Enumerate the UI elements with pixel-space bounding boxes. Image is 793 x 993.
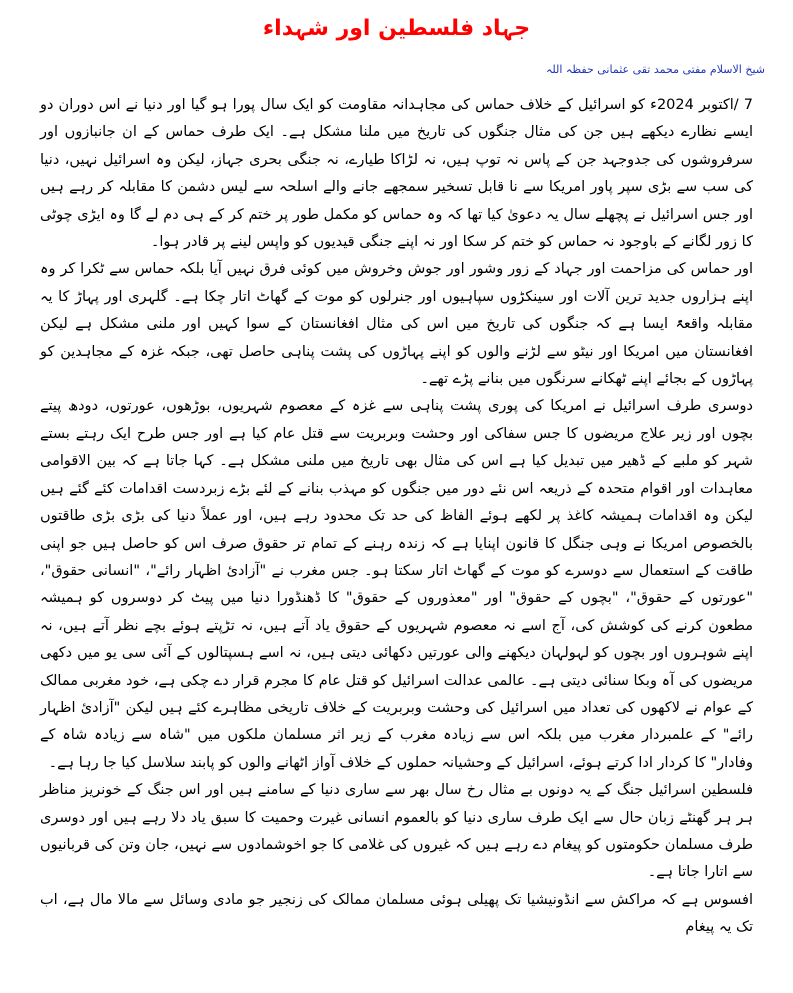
article-body	[40, 92, 753, 942]
paragraph: فلسطین اسرائیل جنگ کے یہ دونوں بے مثال رخ سال بھر سے ساری دنیا کے سامنے ہیں اور اس جنگ کے خونریز مناظر ہر ہر گھنٹے زبان حال سے ایک طرف ساری دنیا کو بالعموم انسانی غیرت وحمیت کا سبق یاد دلا رہے ہیں اور دوسری طرف مسلمان حکومتوں کو پیغام دے رہے ہیں کہ غیروں کی غلامی کا جو اخوشمادوں سے نہیں، جان وتن کی قربانیوں سے اتارا جاتا ہے۔	[40, 782, 753, 881]
author-name: شیخ الاسلام مفتی محمد تقی عثمانی حفظہ اللہ	[545, 63, 765, 76]
paragraph: 7 /اکتوبر 2024ء کو اسرائیل کے خلاف حماس کی مجاہدانہ مقاومت کو ایک سال پورا ہو گیا اور دنیا نے اس دوران دو ایسے نظارے دیکھے ہیں جن کی مثال جنگوں کی تاریخ میں ملنا مشکل ہے۔ ایک طرف حماس کے ان جانبازوں اور سرفروشوں کی جدوجہد جن کے پاس نہ توپ ہیں، نہ لڑاکا طیارے، نہ جنگی بحری جہاز، لیکن وہ اسرائیل نہیں، دنیا کی سب سے بڑی سپر پاور امریکا سے نا قابل تسخیر سمجھے جانے والے اسلحہ سے لیس دشمن کا مقابلہ کر رہے ہیں اور جس اسرائیل نے پچھلے سال یہ دعویٰ کیا تھا کہ وہ حماس کو مکمل طور پر ختم کر کے ہی دم لے گا وہ ایڑی چوٹی کا زور لگانے کے باوجود نہ حماس کو ختم کر سکا اور نہ اپنے جنگی قیدیوں کو واپس لینے پر قادر ہوا۔	[40, 97, 754, 251]
paragraph: افسوس ہے کہ مراکش سے انڈونیشیا تک پھیلی ہوئی مسلمان ممالک کی زنجیر جو مادی وسائل سے مالا مال ہے، اب تک یہ پیغام	[40, 891, 753, 936]
page-title: جہاد فلسطین اور شہداء	[262, 16, 531, 41]
paragraph: اور حماس کی مزاحمت اور جہاد کے زور وشور اور جوش وخروش میں کوئی فرق نہیں آیا بلکہ حماس سے ٹکرا کر وہ اپنے ہزاروں جدید ترین آلات اور سینکڑوں سپاہیوں اور جنرلوں کو موت کے گھاٹ اتار چکا ہے۔ گلہری اور پہاڑ کا یہ مقابلہ واقعۃً ایسا ہے کہ جنگوں کی تاریخ میں اس کی مثال افغانستان کے سوا کہیں اور ملنی مشکل ہے لیکن افغانستان میں امریکا اور نیٹو سے لڑنے والوں کو اپنے پہاڑوں کی پشت پناہی حاصل تھی، جبکہ غزہ کے مجاہدین کو پہاڑوں کے بجائے اپنے ٹھکانے سرنگوں میں بنانے پڑے تھے۔	[40, 261, 753, 388]
paragraph: دوسری طرف اسرائیل نے امریکا کی پوری پشت پناہی سے غزہ کے معصوم شہریوں، بوڑھوں، عورتوں، دودھ پیتے بچوں اور زیر علاج مریضوں کا جس سفاکی اور وحشت وبربریت سے قتل عام کیا ہے اور جس طرح ایک رہتے بستے شہر کو ملبے کے ڈھیر میں تبدیل کیا ہے اس کی مثال بھی تاریخ میں ملنی مشکل ہے۔ کہا جاتا ہے کہ بین الاقوامی معاہدات اور اقوام متحدہ کے ذریعہ اس نئے دور میں جنگوں کو مہذب بنانے کے لئے بڑے زبردست اقدامات کئے گئے ہیں لیکن وہ اقدامات ہمیشہ کاغذ پر لکھے ہوئے الفاظ کی حد تک محدود رہے ہیں، اور عملاً دنیا کی بڑی بڑی طاقتوں بالخصوص امریکا نے وہی جنگل کا قانون اپنایا ہے کہ زندہ رہنے کے تمام تر حقوق صرف اس کو حاصل ہیں جو اپنی طاقت کے استعمال سے دوسرے کو موت کے گھاٹ اتار سکتا ہو۔ جس مغرب نے "آزادیٔ اظہار رائے"، "انسانی حقوق"، "عورتوں کے حقوق"، "بچوں کے حقوق" اور "معذوروں کے حقوق" کا ڈھنڈورا دنیا میں پیٹ کر دوسروں کو ہمیشہ مطعون کرنے کی کوشش کی، آج اسے نہ معصوم شہریوں کے حقوق یاد آتے ہیں، نہ تڑپتے ہوئے بچے نظر آتے ہیں، نہ اپنے شوہروں اور بچوں کو لہولہان دیکھنے والی عورتیں دکھائی دیتی ہیں، نہ اسے ہسپتالوں کے آئی سی یو میں دکھی مریضوں کی آہ وبکا سنائی دیتی ہے۔ عالمی عدالت اسرائیل کو قتل عام کا مجرم قرار دے چکی ہے، خود مغربی ممالک کے عوام نے لاکھوں کی تعداد میں اسرائیل کی وحشت وبربریت کے خلاف تاریخی مظاہرے کئے ہیں لیکن "آزادیٔ اظہار رائے" کے علمبردار مغرب میں بلکہ اس سے زیادہ مغرب کے زیر اثر مسلمان ملکوں میں "شاہ سے زیادہ شاہ کے وفادار" کا کردار ادا کرتے ہوئے، اسرائیل کے وحشیانہ حملوں کے خلاف آواز اٹھانے والوں کو پابند سلاسل کیا جا رہا ہے۔	[40, 398, 753, 771]
